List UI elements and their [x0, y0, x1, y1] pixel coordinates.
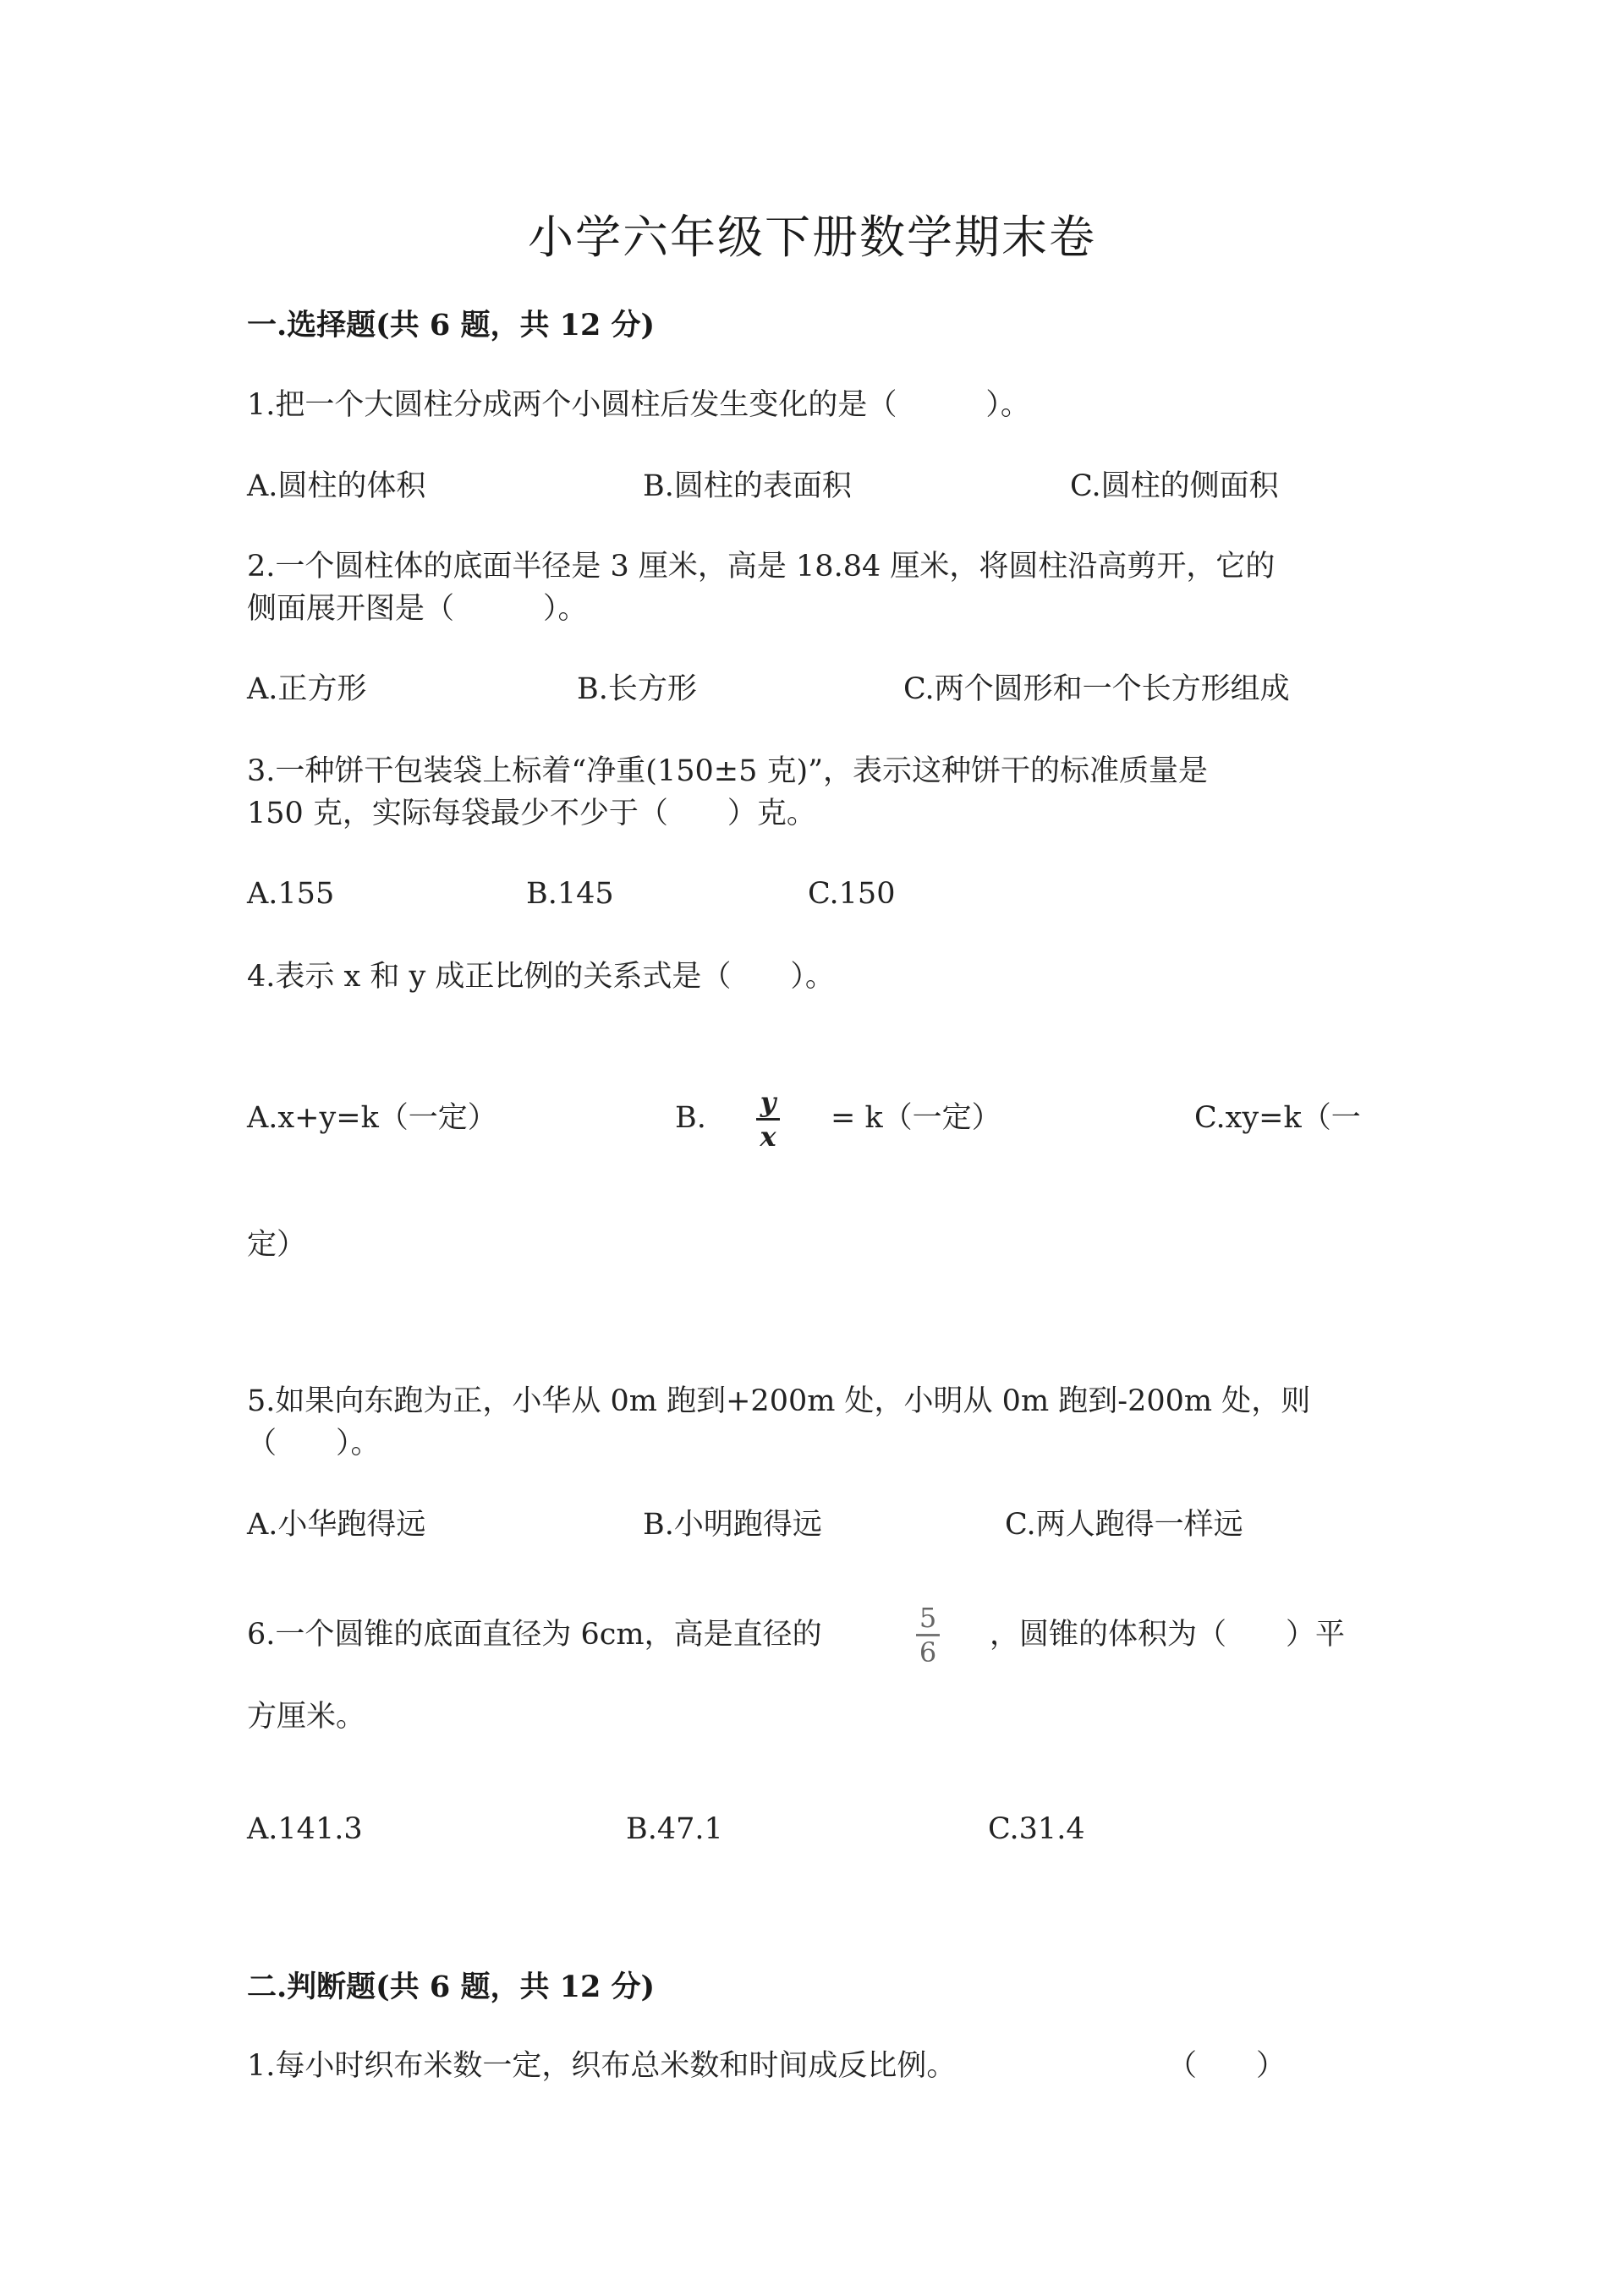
q4-option-c: C.xy=k（一 [1194, 1101, 1361, 1135]
question-4-text: 4.表示 x 和 y 成正比例的关系式是（ ）。 [247, 960, 835, 994]
q6-fraction-denominator: 6 [919, 1636, 937, 1669]
question-5-text-line1: 5.如果向东跑为正，小华从 0m 跑到+200m 处，小明从 0m 跑到-200m 处，则 [247, 1384, 1311, 1418]
q5-option-b: B.小明跑得远 [643, 1508, 822, 1542]
q1-option-a: A.圆柱的体积 [247, 469, 426, 503]
question-6-text-part2: ，圆锥的体积为（ ）平 [990, 1618, 1346, 1652]
question-6-text-part1: 6.一个圆锥的底面直径为 6cm，高是直径的 [247, 1618, 822, 1652]
judgement-question-1-answer-blank: （ ） [1167, 2049, 1287, 2083]
q5-option-c: C.两人跑得一样远 [1005, 1508, 1243, 1542]
q6-fraction-numerator: 5 [919, 1602, 937, 1634]
q3-option-c: C.150 [808, 877, 896, 911]
q2-option-a: A.正方形 [247, 672, 367, 706]
question-3-text-line2: 150 克，实际每袋最少不少于（ ）克。 [247, 797, 816, 830]
q3-option-a: A.155 [247, 877, 335, 911]
question-5-text-line2: （ ）。 [247, 1427, 381, 1460]
q4-fraction-denominator: x [760, 1121, 776, 1153]
q4-option-b-rest: = k（一定） [831, 1101, 1001, 1135]
q5-option-a: A.小华跑得远 [247, 1508, 426, 1542]
question-6-text-line2: 方厘米。 [247, 1700, 366, 1734]
q4-option-c-continued: 定） [247, 1228, 307, 1262]
question-2-text-line1: 2.一个圆柱体的底面半径是 3 厘米，高是 18.84 厘米，将圆柱沿高剪开，它的 [247, 550, 1276, 584]
judgement-question-1-text: 1.每小时织布米数一定，织布总米数和时间成反比例。 [247, 2049, 957, 2083]
q3-option-b: B.145 [526, 877, 614, 911]
q1-option-b: B.圆柱的表面积 [643, 469, 852, 503]
question-2-text-line2: 侧面展开图是（ ）。 [247, 592, 588, 626]
page-title: 小学六年级下册数学期末卷 [528, 211, 1096, 264]
question-1-text: 1.把一个大圆柱分成两个小圆柱后发生变化的是（ ）。 [247, 388, 1030, 422]
section-heading-judgement: 二.判断题(共 6 题，共 12 分) [247, 1970, 656, 2004]
q4-fraction-numerator: y [760, 1086, 776, 1118]
q2-option-b: B.长方形 [577, 672, 697, 706]
q4-fraction-y-over-x [756, 1088, 780, 1151]
q2-option-c: C.两个圆形和一个长方形组成 [903, 672, 1290, 706]
q6-option-b: B.47.1 [626, 1812, 723, 1846]
q1-option-c: C.圆柱的侧面积 [1070, 469, 1279, 503]
q6-option-a: A.141.3 [247, 1812, 363, 1846]
q6-option-c: C.31.4 [988, 1812, 1085, 1846]
section-heading-choice: 一.选择题(共 6 题，共 12 分) [247, 308, 656, 342]
q4-option-a: A.x+y=k（一定） [247, 1101, 497, 1135]
q4-option-b-label: B. [675, 1101, 706, 1135]
question-3-text-line1: 3.一种饼干包装袋上标着“净重(150±5 克)”，表示这种饼干的标准质量是 [247, 754, 1209, 788]
q6-fraction-five-sixths [916, 1603, 940, 1667]
